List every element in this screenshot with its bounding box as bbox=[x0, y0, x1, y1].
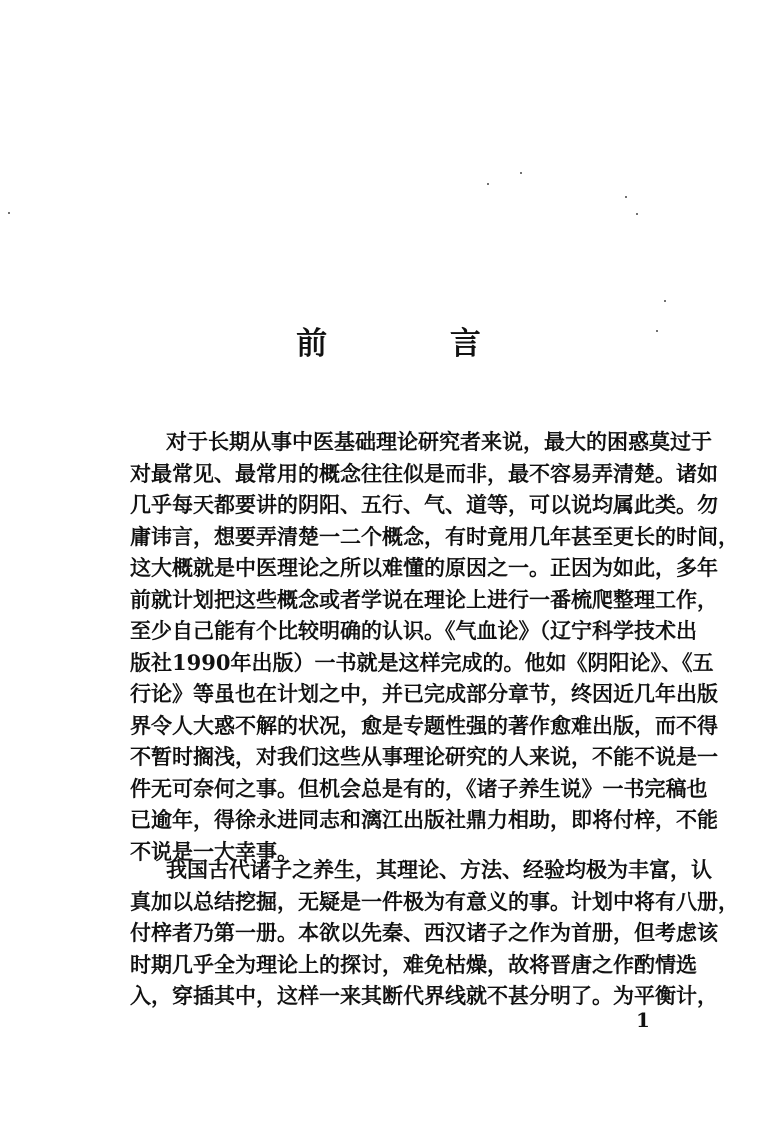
text-line: 界令人大惑不解的状况，愈是专题性强的著作愈难出版，而不得 bbox=[130, 712, 718, 738]
text-line: 几乎每天都要讲的阴阳、五行、气、道等，可以说均属此类。勿 bbox=[130, 492, 718, 517]
scan-speck bbox=[625, 196, 627, 198]
text-line: 前就计划把这些概念或者学说在理论上进行一番梳爬整理工作， bbox=[130, 586, 718, 612]
text-line: 庸讳言，想要弄清楚一二个概念，有时竟用几年甚至更长的时间， bbox=[130, 523, 739, 549]
paragraph-2 bbox=[130, 854, 739, 1012]
scan-speck bbox=[636, 213, 638, 215]
text-line: 付梓者乃第一册。本欲以先秦、西汉诸子之作为首册，但考虑该 bbox=[130, 920, 718, 945]
scan-speck bbox=[8, 212, 10, 214]
scan-speck bbox=[664, 300, 666, 302]
text-line: 至少自己能有个比较明确的认识。《气血论》（辽宁科学技术出 bbox=[130, 618, 697, 643]
text-line: 件无可奈何之事。但机会总是有的，《诸子养生说》一书完稿也 bbox=[130, 775, 708, 801]
text-line: 时期几乎全为理论上的探讨，难免枯燥，故将晋唐之作酌情选 bbox=[130, 951, 697, 977]
page-title: 前 言 bbox=[296, 326, 537, 362]
text-line: 行论》等虽也在计划之中，并已完成部分章节，终因近几年出版 bbox=[130, 681, 718, 706]
text-line: 我国古代诸子之养生，其理论、方法、经验均极为丰富，认 bbox=[166, 857, 712, 882]
text-line: 不暂时搁浅，对我们这些从事理论研究的人来说，不能不说是一 bbox=[130, 744, 718, 769]
text-line: 不说是一大幸事。 bbox=[130, 838, 298, 864]
scan-speck bbox=[520, 172, 522, 174]
scan-speck bbox=[656, 330, 658, 332]
text-line: 对于长期从事中医基础理论研究者来说，最大的困惑莫过于 bbox=[166, 429, 712, 454]
text-line: 这大概就是中医理论之所以难懂的原因之一。正因为如此，多年 bbox=[130, 555, 718, 580]
text-line: 版社1990年出版）一书就是这样完成的。他如《阴阳论》、《五 bbox=[130, 649, 714, 675]
text-line: 真加以总结挖掘，无疑是一件极为有意义的事。计划中将有八册， bbox=[130, 888, 739, 914]
text-line: 入，穿插其中，这样一来其断代界线就不甚分明了。为平衡计， bbox=[130, 983, 718, 1008]
page-number: 1 bbox=[636, 1008, 650, 1032]
paragraph-1 bbox=[130, 426, 739, 867]
text-line: 对最常见、最常用的概念往往似是而非，最不容易弄清楚。诸如 bbox=[130, 460, 718, 486]
scan-speck bbox=[487, 183, 489, 185]
text-line: 已逾年，得徐永进同志和漓江出版社鼎力相助，即将付梓，不能 bbox=[130, 807, 718, 832]
